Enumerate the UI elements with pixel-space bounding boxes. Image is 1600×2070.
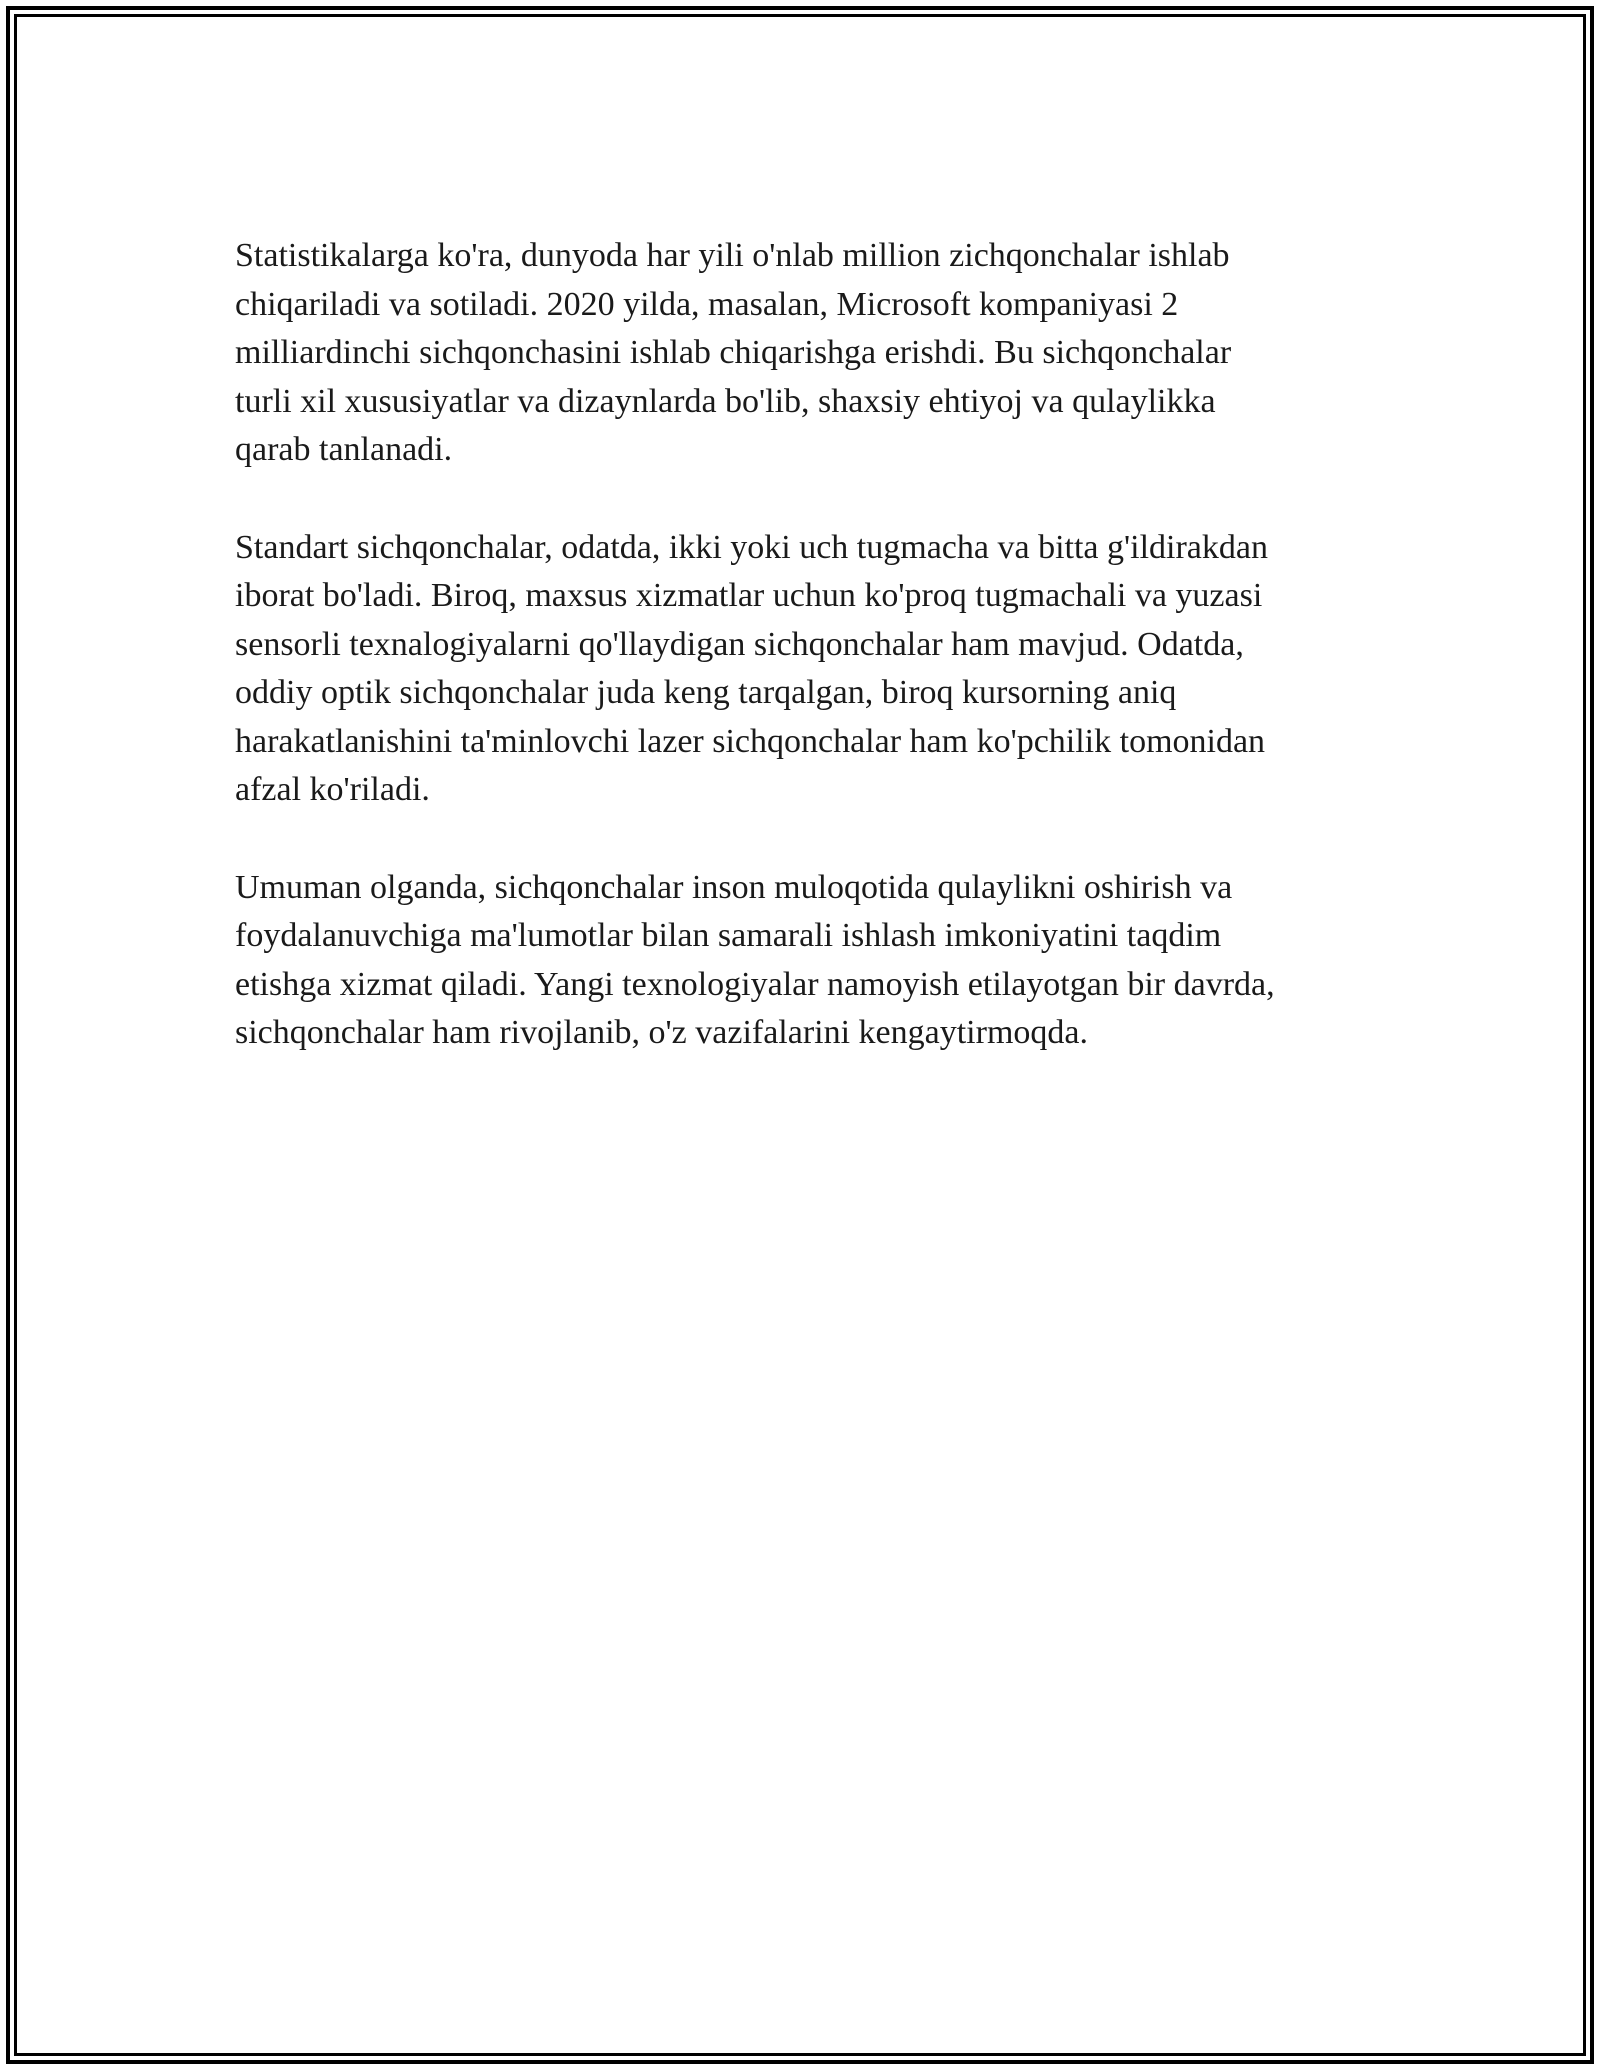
paragraph-1 <box>235 232 1395 475</box>
text-line: Umuman olganda, sichqonchalar inson muloqotida qulaylikni oshirish va <box>235 868 1233 906</box>
text-line: qarab tanlanadi. <box>235 431 453 468</box>
text-line: Standart sichqonchalar, odatda, ikki yoki uch tugmacha va bitta g'ildirakdan <box>235 528 1268 566</box>
text-line: harakatlanishini ta'minlovchi lazer sichqonchalar ham ko'pchilik tomonidan <box>235 722 1266 760</box>
text-line: foydalanuvchiga ma'lumotlar bilan samarali ishlash imkoniyatini taqdim <box>235 917 1222 954</box>
document-body <box>235 232 1395 1107</box>
text-line: afzal ko'riladi. <box>235 771 430 808</box>
paragraph-3 <box>235 864 1395 1058</box>
text-line: iborat bo'ladi. Biroq, maxsus xizmatlar uchun ko'proq tugmachali va yuzasi <box>235 577 1263 614</box>
text-line: sichqonchalar ham rivojlanib, o'z vazifalarini kengaytirmoqda. <box>235 1014 1088 1051</box>
text-line: Statistikalarga ko'ra, dunyoda har yili o'nlab million zichqonchalar ishlab <box>235 237 1230 274</box>
text-line: milliardinchi sichqonchasini ishlab chiqarishga erishdi. Bu sichqonchalar <box>235 334 1232 371</box>
text-line: oddiy optik sichqonchalar juda keng tarqalgan, biroq kursorning aniq <box>235 674 1177 711</box>
text-line: turli xil xususiyatlar va dizaynlarda bo'lib, shaxsiy ehtiyoj va qulaylikka <box>235 382 1216 420</box>
text-line: chiqariladi va sotiladi. 2020 yilda, masalan, Microsoft kompaniyasi 2 <box>235 285 1179 323</box>
text-line: etishga xizmat qiladi. Yangi texnologiyalar namoyish etilayotgan bir davrda, <box>235 965 1275 1003</box>
text-line: sensorli texnalogiyalarni qo'llaydigan sichqonchalar ham mavjud. Odatda, <box>235 625 1244 663</box>
paragraph-2 <box>235 524 1395 815</box>
